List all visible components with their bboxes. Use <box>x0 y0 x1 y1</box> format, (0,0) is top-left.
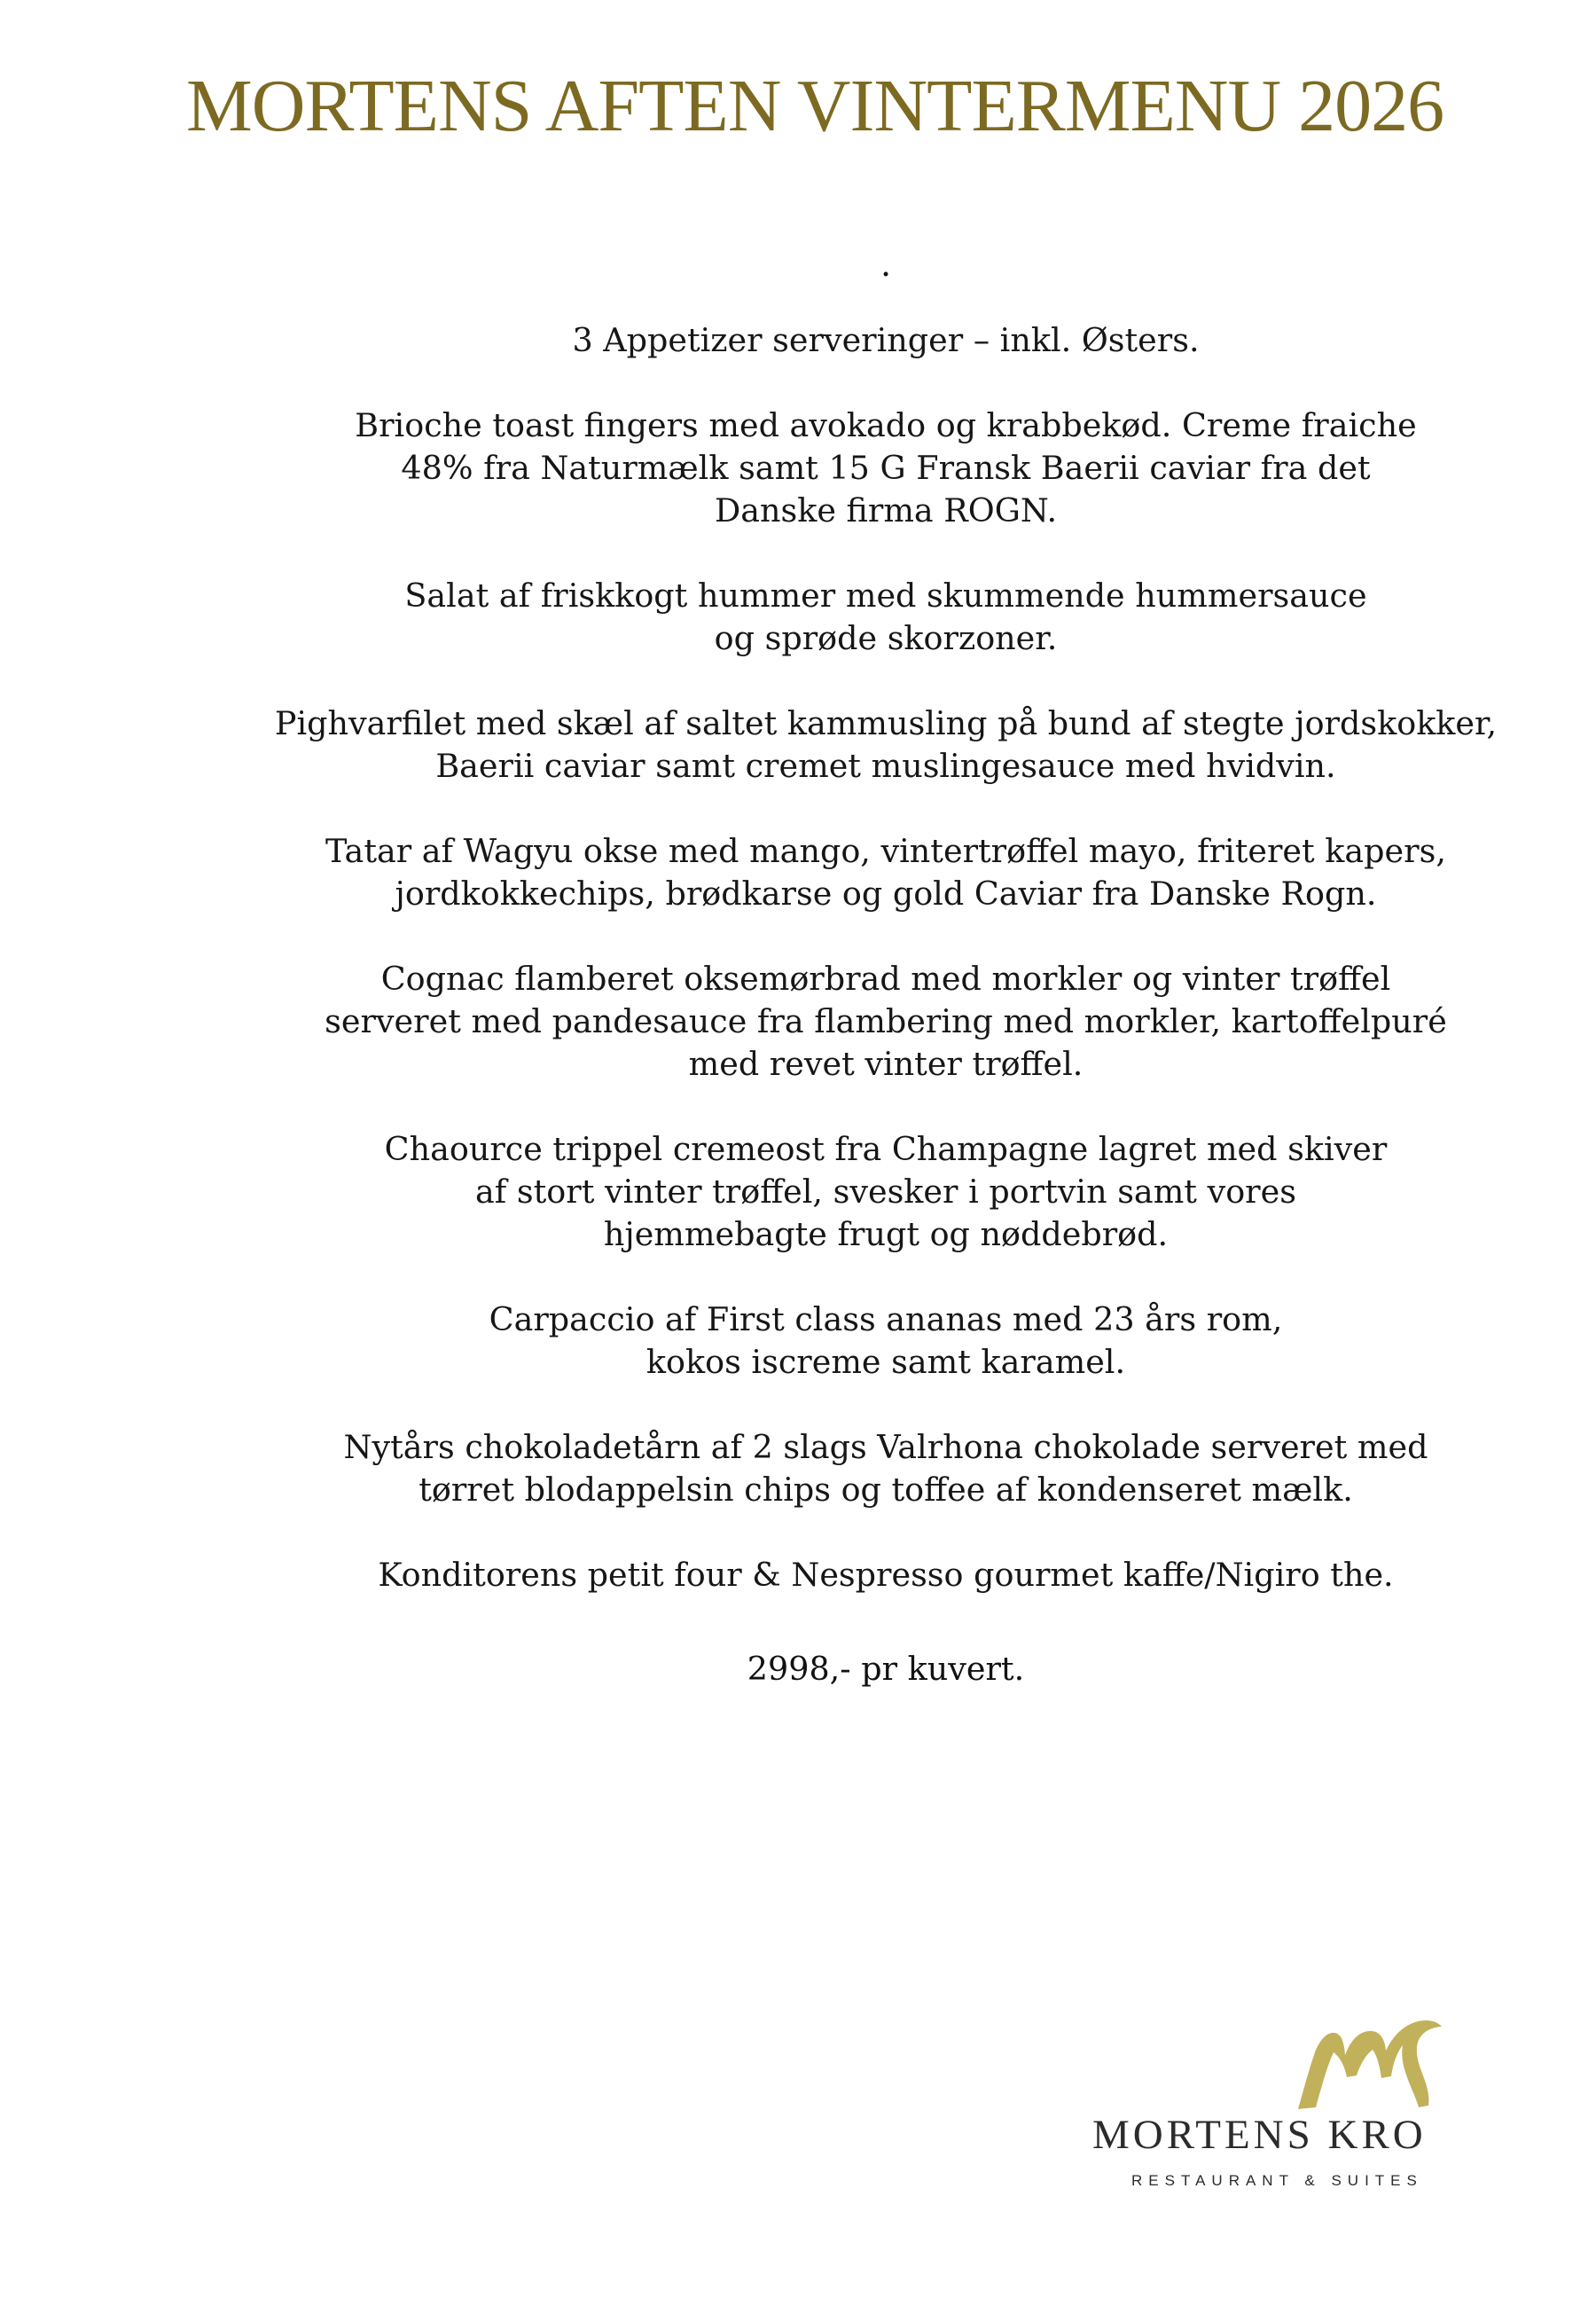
menu-course <box>222 1554 1550 1596</box>
menu-course-line: Konditorens petit four & Nespresso gourmet kaffe/Nigiro the. <box>378 1556 1394 1594</box>
menu-courses <box>222 319 1550 1639</box>
menu-course-line: Baerii caviar samt cremet muslingesauce med hvidvin. <box>435 747 1336 785</box>
menu-course-line: hjemmebagte frugt og nøddebrød. <box>603 1215 1169 1253</box>
menu-title: MORTENS AFTEN VINTERMENU 2026 <box>186 65 1444 147</box>
menu-course-line: Danske firma ROGN. <box>714 491 1058 529</box>
menu-course <box>222 319 1550 362</box>
menu-course-line: med revet vinter trøffel. <box>688 1045 1084 1083</box>
menu-course <box>222 702 1550 788</box>
menu-course <box>222 1426 1550 1511</box>
menu-course-line: Brioche toast fingers med avokado og krabbekød. Creme fraiche <box>355 406 1417 444</box>
menu-course-line: Tatar af Wagyu okse med mango, vintertrøffel mayo, friteret kapers, <box>325 832 1446 870</box>
menu-course-line: jordkokkechips, brødkarse og gold Caviar fra Danske Rogn. <box>395 875 1377 913</box>
logo-name: MORTENS KRO <box>1092 2112 1427 2158</box>
menu-course-line: Carpaccio af First class ananas med 23 års rom, <box>489 1300 1283 1338</box>
menu-course <box>222 575 1550 660</box>
menu-course-line: af stort vinter trøffel, svesker i portvin samt vores <box>475 1173 1296 1211</box>
m-brushstroke-logo-icon <box>1295 2018 1445 2111</box>
menu-course-line: Pighvarfilet med skæl af saltet kammusling på bund af stegte jordskokker, <box>274 704 1498 742</box>
menu-course <box>222 1128 1550 1256</box>
menu-course-line: kokos iscreme samt karamel. <box>645 1343 1126 1381</box>
menu-course-line: og sprøde skorzoner. <box>714 619 1058 657</box>
menu-course <box>222 404 1550 532</box>
menu-course-line: Nytårs chokoladetårn af 2 slags Valrhona chokolade serveret med <box>343 1428 1428 1466</box>
menu-course <box>222 958 1550 1086</box>
menu-course-line: Salat af friskkogt hummer med skummende hummersauce <box>404 576 1367 615</box>
menu-course-line: 3 Appetizer serveringer – inkl. Østers. <box>572 321 1200 359</box>
menu-course-line: 48% fra Naturmælk samt 15 G Fransk Baerii caviar fra det <box>401 449 1371 487</box>
menu-course <box>222 830 1550 915</box>
menu-course <box>222 1298 1550 1384</box>
menu-course-line: tørret blodappelsin chips og toffee af kondenseret mælk. <box>419 1471 1353 1509</box>
separator-dot: . <box>880 245 892 284</box>
menu-price: 2998,- pr kuvert. <box>747 1650 1025 1688</box>
restaurant-logo <box>1082 2018 1490 2189</box>
menu-course-line: Chaource trippel cremeost fra Champagne lagret med skiver <box>384 1130 1388 1168</box>
menu-course-line: Cognac flamberet oksemørbrad med morkler og vinter trøffel <box>380 960 1391 998</box>
menu-course-line: serveret med pandesauce fra flambering med morkler, kartoffelpuré <box>325 1002 1447 1040</box>
logo-subtitle: RESTAURANT & SUITES <box>1131 2172 1423 2189</box>
